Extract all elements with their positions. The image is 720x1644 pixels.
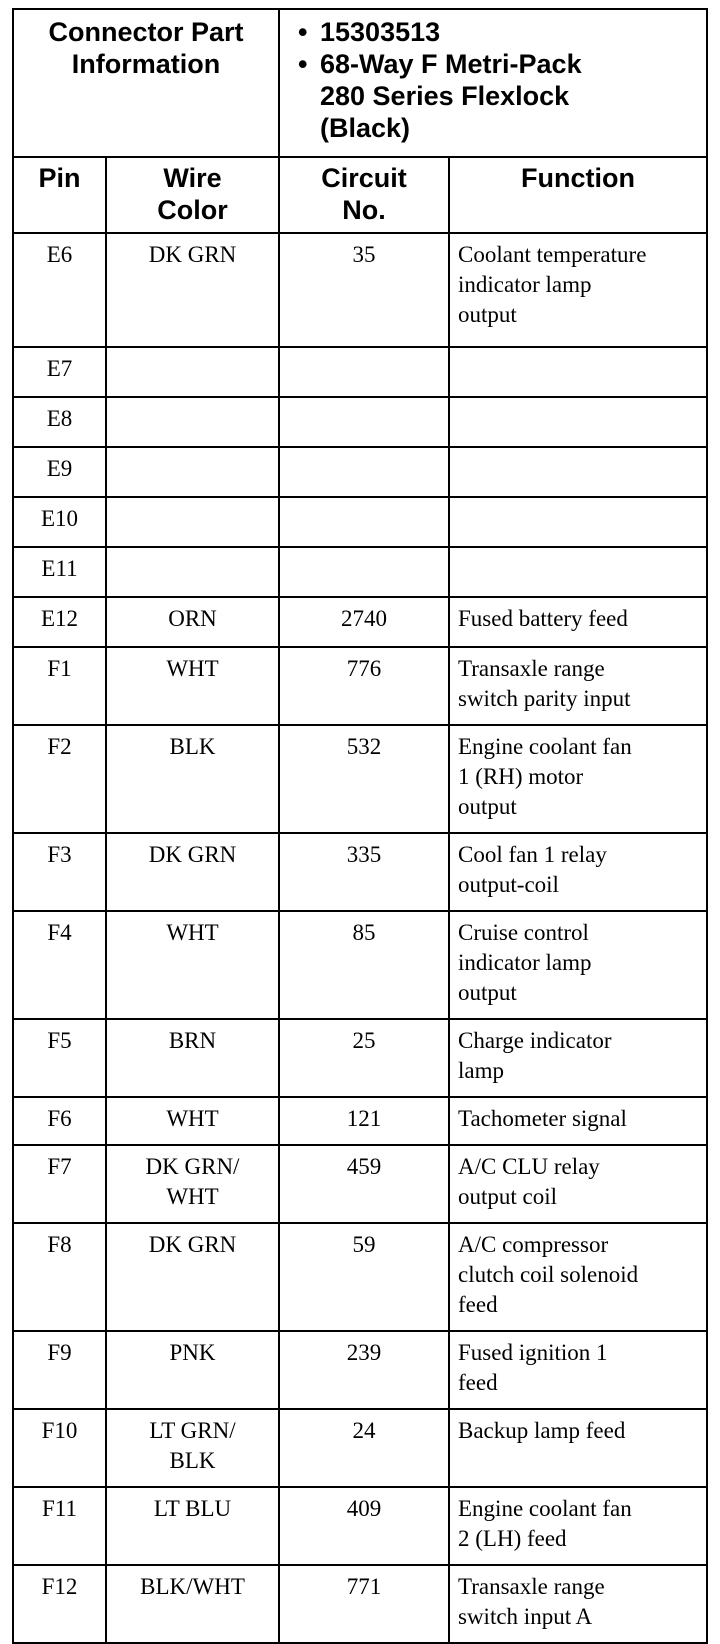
circuit-no-cell [279, 547, 449, 597]
function-line: A/C compressor [458, 1232, 609, 1257]
function-cell [449, 233, 707, 347]
table-row [13, 1487, 707, 1565]
function-line: Engine coolant fan [458, 1496, 632, 1521]
function-line: feed [458, 1292, 498, 1317]
bullet-icon: • [298, 17, 308, 47]
circuit-no-cell [279, 497, 449, 547]
connector-info-value [279, 9, 707, 157]
function-line: indicator lamp [458, 950, 592, 975]
header-function: Function [449, 157, 707, 233]
circuit-no-cell: 776 [279, 647, 449, 725]
function-line: Transaxle range [458, 1574, 605, 1599]
circuit-no-cell: 121 [279, 1097, 449, 1145]
function-line: 2 (LH) feed [458, 1526, 567, 1551]
wire-color-cell [106, 1487, 279, 1565]
pin-cell: F10 [13, 1409, 106, 1487]
wire-color-line: DK GRN [148, 842, 237, 867]
table-row [13, 1409, 707, 1487]
header-circuit-no: Circuit No. [279, 157, 449, 233]
function-cell [449, 1487, 707, 1565]
function-line: output [458, 302, 517, 327]
table-row [13, 911, 707, 1019]
pin-cell: E10 [13, 497, 106, 547]
wire-color-line: WHT [166, 920, 219, 945]
function-line: switch input A [458, 1604, 593, 1629]
function-line: feed [458, 1370, 498, 1395]
circuit-no-cell: 59 [279, 1223, 449, 1331]
function-cell [449, 1019, 707, 1097]
function-line: switch parity input [458, 686, 631, 711]
function-cell [449, 647, 707, 725]
header-wire-color: Wire Color [106, 157, 279, 233]
wire-color-line: PNK [169, 1340, 216, 1365]
wire-color-line: DK GRN/ [145, 1154, 240, 1179]
function-line: output [458, 794, 517, 819]
circuit-no-cell [279, 397, 449, 447]
function-line: Backup lamp feed [458, 1418, 626, 1443]
wire-color-cell [106, 547, 279, 597]
pin-cell: F7 [13, 1145, 106, 1223]
wire-color-cell [106, 347, 279, 397]
wire-color-cell [106, 397, 279, 447]
pin-cell: F2 [13, 725, 106, 833]
header-pin: Pin [13, 157, 106, 233]
wire-color-cell [106, 497, 279, 547]
column-header-row [13, 157, 707, 233]
pin-cell: E6 [13, 233, 106, 347]
function-cell [449, 447, 707, 497]
function-line: Fused ignition 1 [458, 1340, 608, 1365]
circuit-no-cell: 459 [279, 1145, 449, 1223]
function-line: lamp [458, 1058, 504, 1083]
circuit-no-cell: 25 [279, 1019, 449, 1097]
circuit-no-cell [279, 347, 449, 397]
table-row [13, 1223, 707, 1331]
pin-cell: F4 [13, 911, 106, 1019]
table-row [13, 1331, 707, 1409]
part-number: 15303513 [320, 17, 441, 47]
wire-color-line: ORN [168, 606, 217, 631]
connector-info-row [13, 9, 707, 157]
table-row [13, 1565, 707, 1643]
pin-cell: E11 [13, 547, 106, 597]
table-row [13, 233, 707, 347]
function-cell [449, 833, 707, 911]
table-row [13, 447, 707, 497]
function-cell [449, 1331, 707, 1409]
wire-color-line: LT BLU [153, 1496, 232, 1521]
connector-description-line: (Black) [320, 113, 411, 143]
wire-color-cell [106, 833, 279, 911]
table-row [13, 1097, 707, 1145]
wire-color-cell [106, 447, 279, 497]
wire-color-cell [106, 647, 279, 725]
wire-color-line: DK GRN [148, 1232, 237, 1257]
wire-color-cell [106, 597, 279, 647]
table-row [13, 1145, 707, 1223]
wire-color-cell [106, 1331, 279, 1409]
wire-color-cell [106, 1019, 279, 1097]
wire-color-cell [106, 725, 279, 833]
function-line: Charge indicator [458, 1028, 612, 1053]
function-line: clutch coil solenoid [458, 1262, 639, 1287]
connector-description-line: 68-Way F Metri-Pack [320, 49, 582, 79]
wire-color-cell [106, 233, 279, 347]
pin-cell: F9 [13, 1331, 106, 1409]
circuit-no-cell: 35 [279, 233, 449, 347]
function-line: Cruise control [458, 920, 589, 945]
connector-info-label [13, 9, 279, 157]
table-row [13, 597, 707, 647]
circuit-no-cell: 24 [279, 1409, 449, 1487]
function-cell [449, 347, 707, 397]
wire-color-cell [106, 911, 279, 1019]
pin-cell: E9 [13, 447, 106, 497]
function-line: Fused battery feed [458, 606, 628, 631]
wire-color-line: BRN [168, 1028, 217, 1053]
pin-cell: F1 [13, 647, 106, 725]
function-line: output coil [458, 1184, 558, 1209]
table-row [13, 497, 707, 547]
function-cell [449, 725, 707, 833]
table-row [13, 397, 707, 447]
pin-cell: F3 [13, 833, 106, 911]
table-row [13, 647, 707, 725]
wire-color-cell [106, 1145, 279, 1223]
wire-color-line: WHT [166, 1106, 219, 1131]
wire-color-cell [106, 1223, 279, 1331]
table-row [13, 547, 707, 597]
circuit-no-cell: 771 [279, 1565, 449, 1643]
connector-info-label-line: Connector Part [48, 17, 244, 47]
wire-color-line: WHT [166, 1184, 219, 1209]
function-cell [449, 597, 707, 647]
table-row [13, 725, 707, 833]
pin-cell: E8 [13, 397, 106, 447]
wire-color-line: WHT [166, 656, 219, 681]
function-cell [449, 397, 707, 447]
pin-cell: E7 [13, 347, 106, 397]
wire-color-cell [106, 1409, 279, 1487]
function-cell [449, 1223, 707, 1331]
wire-color-line: BLK/WHT [140, 1574, 245, 1599]
pin-cell: F11 [13, 1487, 106, 1565]
function-line: A/C CLU relay [458, 1154, 600, 1179]
function-cell [449, 547, 707, 597]
table-row [13, 347, 707, 397]
function-cell [449, 911, 707, 1019]
circuit-no-cell: 2740 [279, 597, 449, 647]
pin-cell: F8 [13, 1223, 106, 1331]
pin-cell: F6 [13, 1097, 106, 1145]
function-line: Coolant temperature [458, 242, 647, 267]
circuit-no-cell: 239 [279, 1331, 449, 1409]
function-cell [449, 1145, 707, 1223]
function-line: Tachometer signal [458, 1106, 627, 1131]
function-line: output [458, 980, 517, 1005]
function-line: output-coil [458, 872, 559, 897]
function-cell [449, 1409, 707, 1487]
wire-color-cell [106, 1097, 279, 1145]
bullet-icon: • [298, 49, 308, 79]
wire-color-line: DK GRN [148, 242, 237, 267]
pin-cell: E12 [13, 597, 106, 647]
circuit-no-cell [279, 447, 449, 497]
function-line: Cool fan 1 relay [458, 842, 607, 867]
wire-color-cell [106, 1565, 279, 1643]
pin-cell: F12 [13, 1565, 106, 1643]
connector-info-label-line: Information [71, 49, 221, 79]
circuit-no-cell: 532 [279, 725, 449, 833]
function-line: indicator lamp [458, 272, 592, 297]
circuit-no-cell: 335 [279, 833, 449, 911]
pin-cell: F5 [13, 1019, 106, 1097]
table-row [13, 1019, 707, 1097]
table-row [13, 833, 707, 911]
function-cell [449, 1097, 707, 1145]
function-cell [449, 1565, 707, 1643]
connector-description-line: 280 Series Flexlock [320, 81, 570, 111]
function-line: Transaxle range [458, 656, 605, 681]
wire-color-line: BLK [169, 1448, 216, 1473]
function-line: 1 (RH) motor [458, 764, 584, 789]
function-line: Engine coolant fan [458, 734, 632, 759]
wire-color-line: BLK [169, 734, 216, 759]
wire-color-line: LT GRN/ [149, 1418, 236, 1443]
function-cell [449, 497, 707, 547]
circuit-no-cell: 409 [279, 1487, 449, 1565]
circuit-no-cell: 85 [279, 911, 449, 1019]
connector-table [12, 8, 708, 1644]
